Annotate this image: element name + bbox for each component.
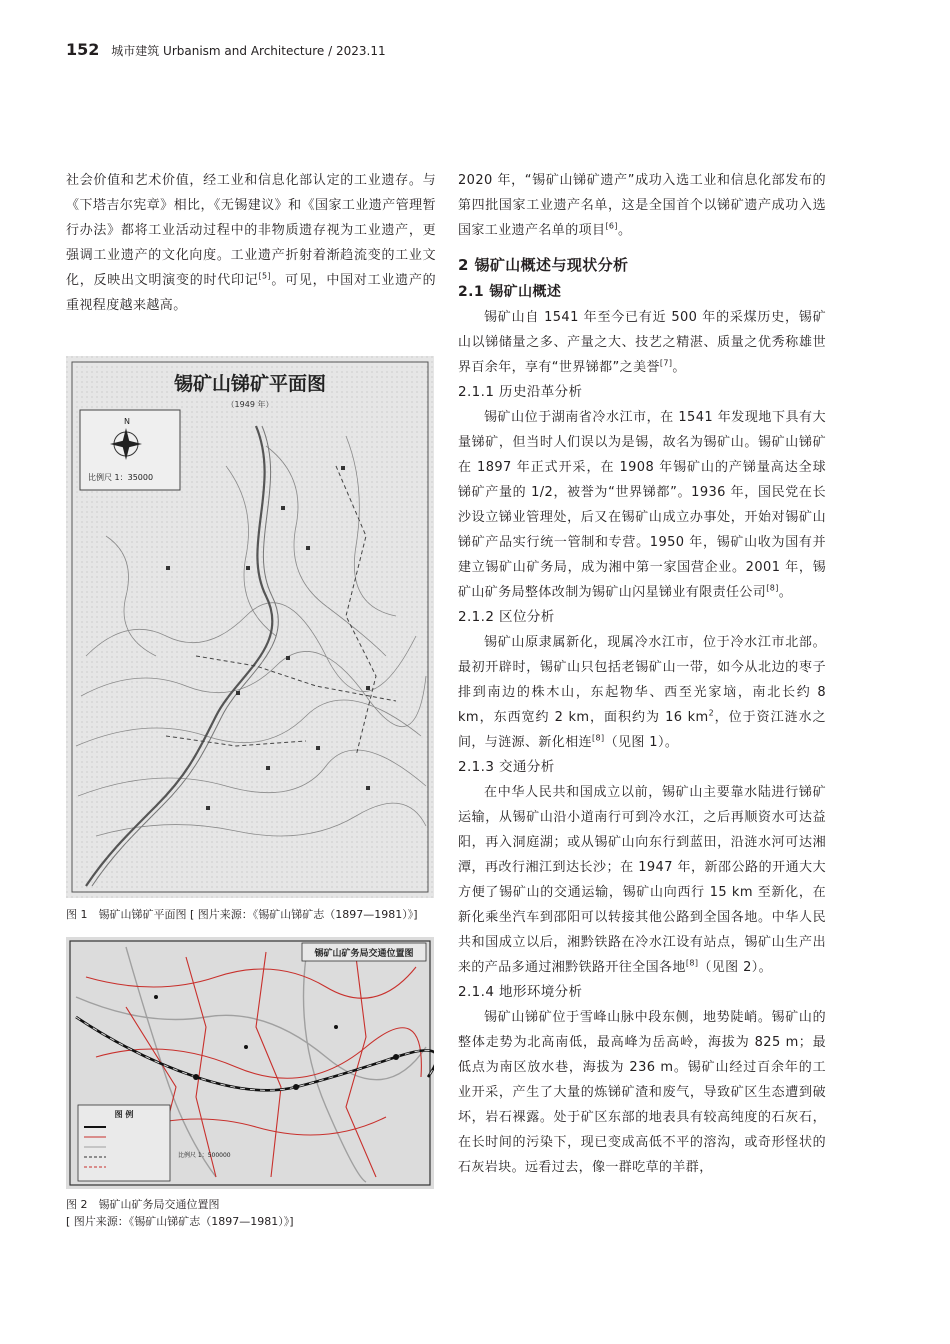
- section-heading-2-1-1: 2.1.1 历史沿革分析: [458, 384, 583, 400]
- figure-2-caption-line1: 图 2 锡矿山矿务局交通位置图: [66, 1198, 220, 1211]
- citation[interactable]: [8]: [592, 733, 605, 743]
- paragraph: 在中华人民共和国成立以前，锡矿山主要靠水陆进行锑矿运输，从锡矿山沿小道南行可到冷水江，之后再顺资水可达益阳，再入洞庭湖；或从锡矿山向东行到蓝田，沿涟水河可达湘潭，再改行湘江到达长沙；在 1947 年，新邵公路的开通大大方便了锡矿山的交通运输，锡矿山向西行 15 km 至新化，在新化乘坐汽车到邵阳可以转接其他公路到全国各地。中华人民共和国成立以后，湘黔铁路在冷水江设有站点，锡矿山生产出来的产品多通过湘黔铁路开往全国各地[8]（见图 2）。: [458, 785, 826, 975]
- section-heading-2: 2 锡矿山概述与现状分析: [458, 256, 629, 274]
- figure-1-map: [66, 356, 434, 898]
- paragraph: 锡矿山自 1541 年至今已有近 500 年的采煤历史，锡矿山以锑储量之多、产量之大、技艺之精湛、质量之优秀称雄世界百余年，享有“世界锑都”之美誉[7]。: [458, 310, 826, 375]
- figure-2-map-graphic: [66, 937, 434, 1189]
- figure-2-scale: 比例尺 1：500000: [178, 1152, 231, 1159]
- figure-2-caption: [66, 1196, 438, 1230]
- figure-1-caption: 图 1 锡矿山锑矿平面图 [ 图片来源：《锡矿山锑矿志（1897—1981）》]: [66, 908, 418, 921]
- citation[interactable]: [6]: [605, 221, 618, 231]
- figure-1-map-graphic: [66, 356, 434, 898]
- page-number: 152: [66, 40, 100, 59]
- citation[interactable]: [8]: [685, 958, 699, 968]
- paragraph: 2020 年，“锡矿山锑矿遗产”成功入选工业和信息化部发布的第四批国家工业遗产名单，这是全国首个以锑矿遗产成功入选国家工业遗产名单的项目[6]。: [458, 173, 826, 238]
- paragraph: 锡矿山原隶属新化，现属冷水江市，位于冷水江市北部。最初开辟时，锡矿山只包括老锡矿山一带，如今从北边的枣子排到南边的株木山，东起物华、西至光家垴，南北长约 8 km，东西宽约 2 km，面积约为 16 $km^2$，位于资江涟水之间，与涟源、新化相连[8]（见图 1）。: [458, 635, 827, 750]
- citation[interactable]: [8]: [766, 583, 779, 593]
- figure-2-map: [66, 937, 434, 1189]
- running-header: [66, 40, 386, 59]
- north-label: N: [124, 417, 130, 426]
- figure-1-title: 锡矿山锑矿平面图: [173, 373, 327, 395]
- legend-title: 图 例: [114, 1110, 134, 1119]
- figure-2-title: 锡矿山矿务局交通位置图: [314, 949, 414, 959]
- journal-title: 城市建筑 Urbanism and Architecture / 2023.11: [111, 44, 386, 58]
- section-heading-2-1-2: 2.1.2 区位分析: [458, 609, 555, 625]
- right-column: [458, 168, 826, 1180]
- section-heading-2-1: 2.1 锡矿山概述: [458, 284, 562, 300]
- paragraph: 社会价值和艺术价值，经工业和信息化部认定的工业遗存。与《下塔吉尔宪章》相比，《无锡建议》和《国家工业遗产管理暂行办法》都将工业活动过程中的非物质遗存视为工业遗产，更强调工业遗产的文化向度。工业遗产折射着渐趋流变的工业文化，反映出文明演变的时代印记[5]。可见，中国对工业遗产的重视程度越来越高。: [66, 173, 436, 313]
- figure-2-caption-line2: [ 图片来源：《锡矿山锑矿志（1897—1981）》]: [66, 1215, 294, 1228]
- left-column: [66, 168, 436, 318]
- citation[interactable]: [7]: [659, 358, 673, 368]
- section-heading-2-1-4: 2.1.4 地形环境分析: [458, 984, 583, 1000]
- figure-1-year: （1949 年）: [226, 400, 274, 409]
- section-heading-2-1-3: 2.1.3 交通分析: [458, 759, 555, 775]
- paragraph: 锡矿山位于湖南省冷水江市，在 1541 年发现地下具有大量锑矿，但当时人们误以为是锡，故名为锡矿山。锡矿山锑矿在 1897 年正式开采，在 1908 年锡矿山的产锑量高达全球锑矿产量的 1/2，被誉为“世界锑都”。1936 年，国民党在长沙设立锑业管理处，后又在锡矿山成立办事处，开始对锡矿山锑矿产品实行统一管制和专营。1950 年，锡矿山收为国有并建立锡矿山矿务局，成为湘中第一家国营企业。2001 年，锡矿山矿务局整体改制为锡矿山闪星锑业有限责任公司[8]。: [458, 410, 826, 600]
- citation[interactable]: [5]: [258, 271, 272, 281]
- figure-1-scale: 比例尺 1：35000: [88, 473, 154, 482]
- paragraph: 锡矿山锑矿位于雪峰山脉中段东侧，地势陡峭。锡矿山的整体走势为北高南低，最高峰为岳高岭，海拔为 825 m；最低点为南区放水巷，海拔为 236 m。锡矿山经过百余年的工业开采，产生了大量的炼锑矿渣和废气，导致矿区生态遭到破坏，岩石裸露。处于矿区东部的地表具有较高纯度的石灰石，在长时间的污染下，现已变成高低不平的溶沟，或奇形怪状的石灰岩块。远看过去，像一群吃草的羊群，: [458, 1010, 826, 1175]
